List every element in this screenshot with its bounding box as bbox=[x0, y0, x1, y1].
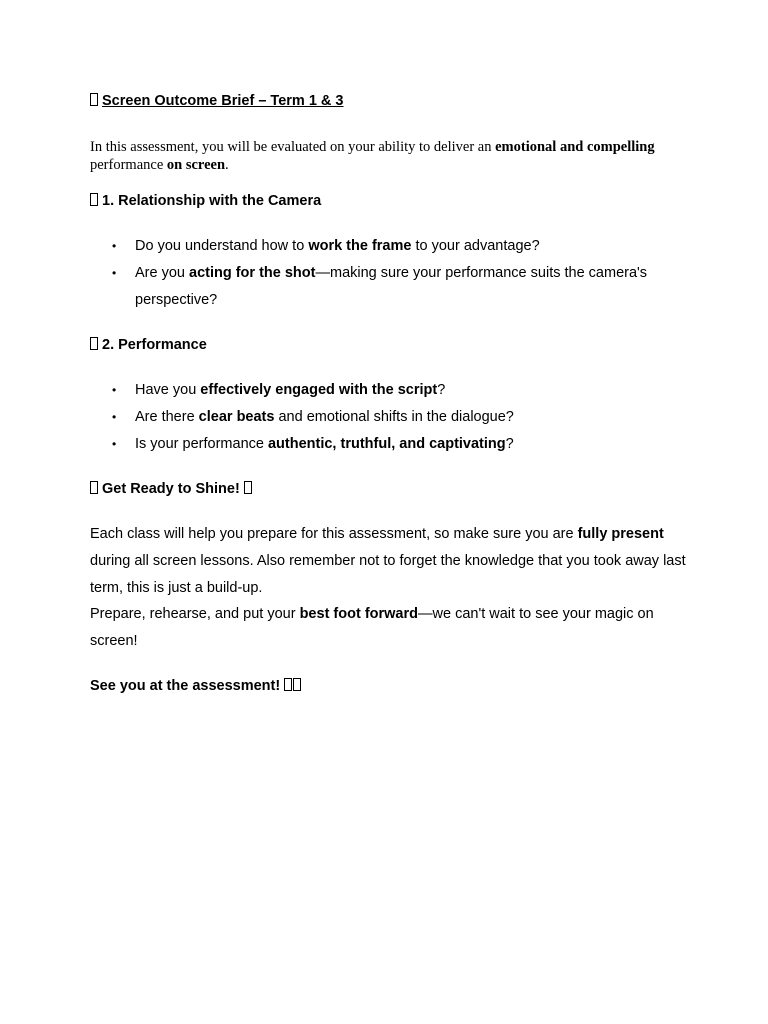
section-heading-camera: 1. Relationship with the Camera bbox=[90, 193, 321, 209]
intro-paragraph: In this assessment, you will be evaluated on your ability to deliver an emotional and compelling performance on screen. bbox=[90, 139, 655, 173]
sparkles-icon bbox=[244, 481, 252, 494]
camera-criteria-list bbox=[90, 233, 690, 313]
get-ready-heading: Get Ready to Shine! bbox=[90, 481, 252, 497]
document-title: Screen Outcome Brief – Term 1 & 3 bbox=[90, 93, 344, 109]
clapping-icon bbox=[293, 678, 301, 691]
camera-icon bbox=[90, 193, 98, 206]
masks-icon bbox=[90, 337, 98, 350]
list-item: • Are there clear beats and emotional shifts in the dialogue? bbox=[90, 404, 690, 431]
list-item: • Is your performance authentic, truthful, and captivating? bbox=[90, 431, 690, 458]
star-icon bbox=[90, 481, 98, 494]
closing-paragraph: Each class will help you prepare for this assessment, so make sure you are fully present during all screen lessons. Also remember not to forget the knowledge that you took away last term, this is just a build-up. Prepare, rehearse, and put your best foot forward—we can't wait to see your magic on screen! bbox=[90, 526, 686, 650]
clapping-icon bbox=[284, 678, 292, 691]
performance-criteria-list bbox=[90, 377, 690, 457]
clapperboard-icon bbox=[90, 93, 98, 106]
list-item: • Have you effectively engaged with the script? bbox=[90, 377, 690, 404]
list-item: • Do you understand how to work the frame to your advantage? bbox=[90, 233, 690, 260]
list-item: • Are you acting for the shot—making sure your performance suits the camera's perspective? bbox=[90, 260, 690, 314]
section-heading-performance: 2. Performance bbox=[90, 337, 207, 353]
signoff-line: See you at the assessment! bbox=[90, 678, 302, 694]
